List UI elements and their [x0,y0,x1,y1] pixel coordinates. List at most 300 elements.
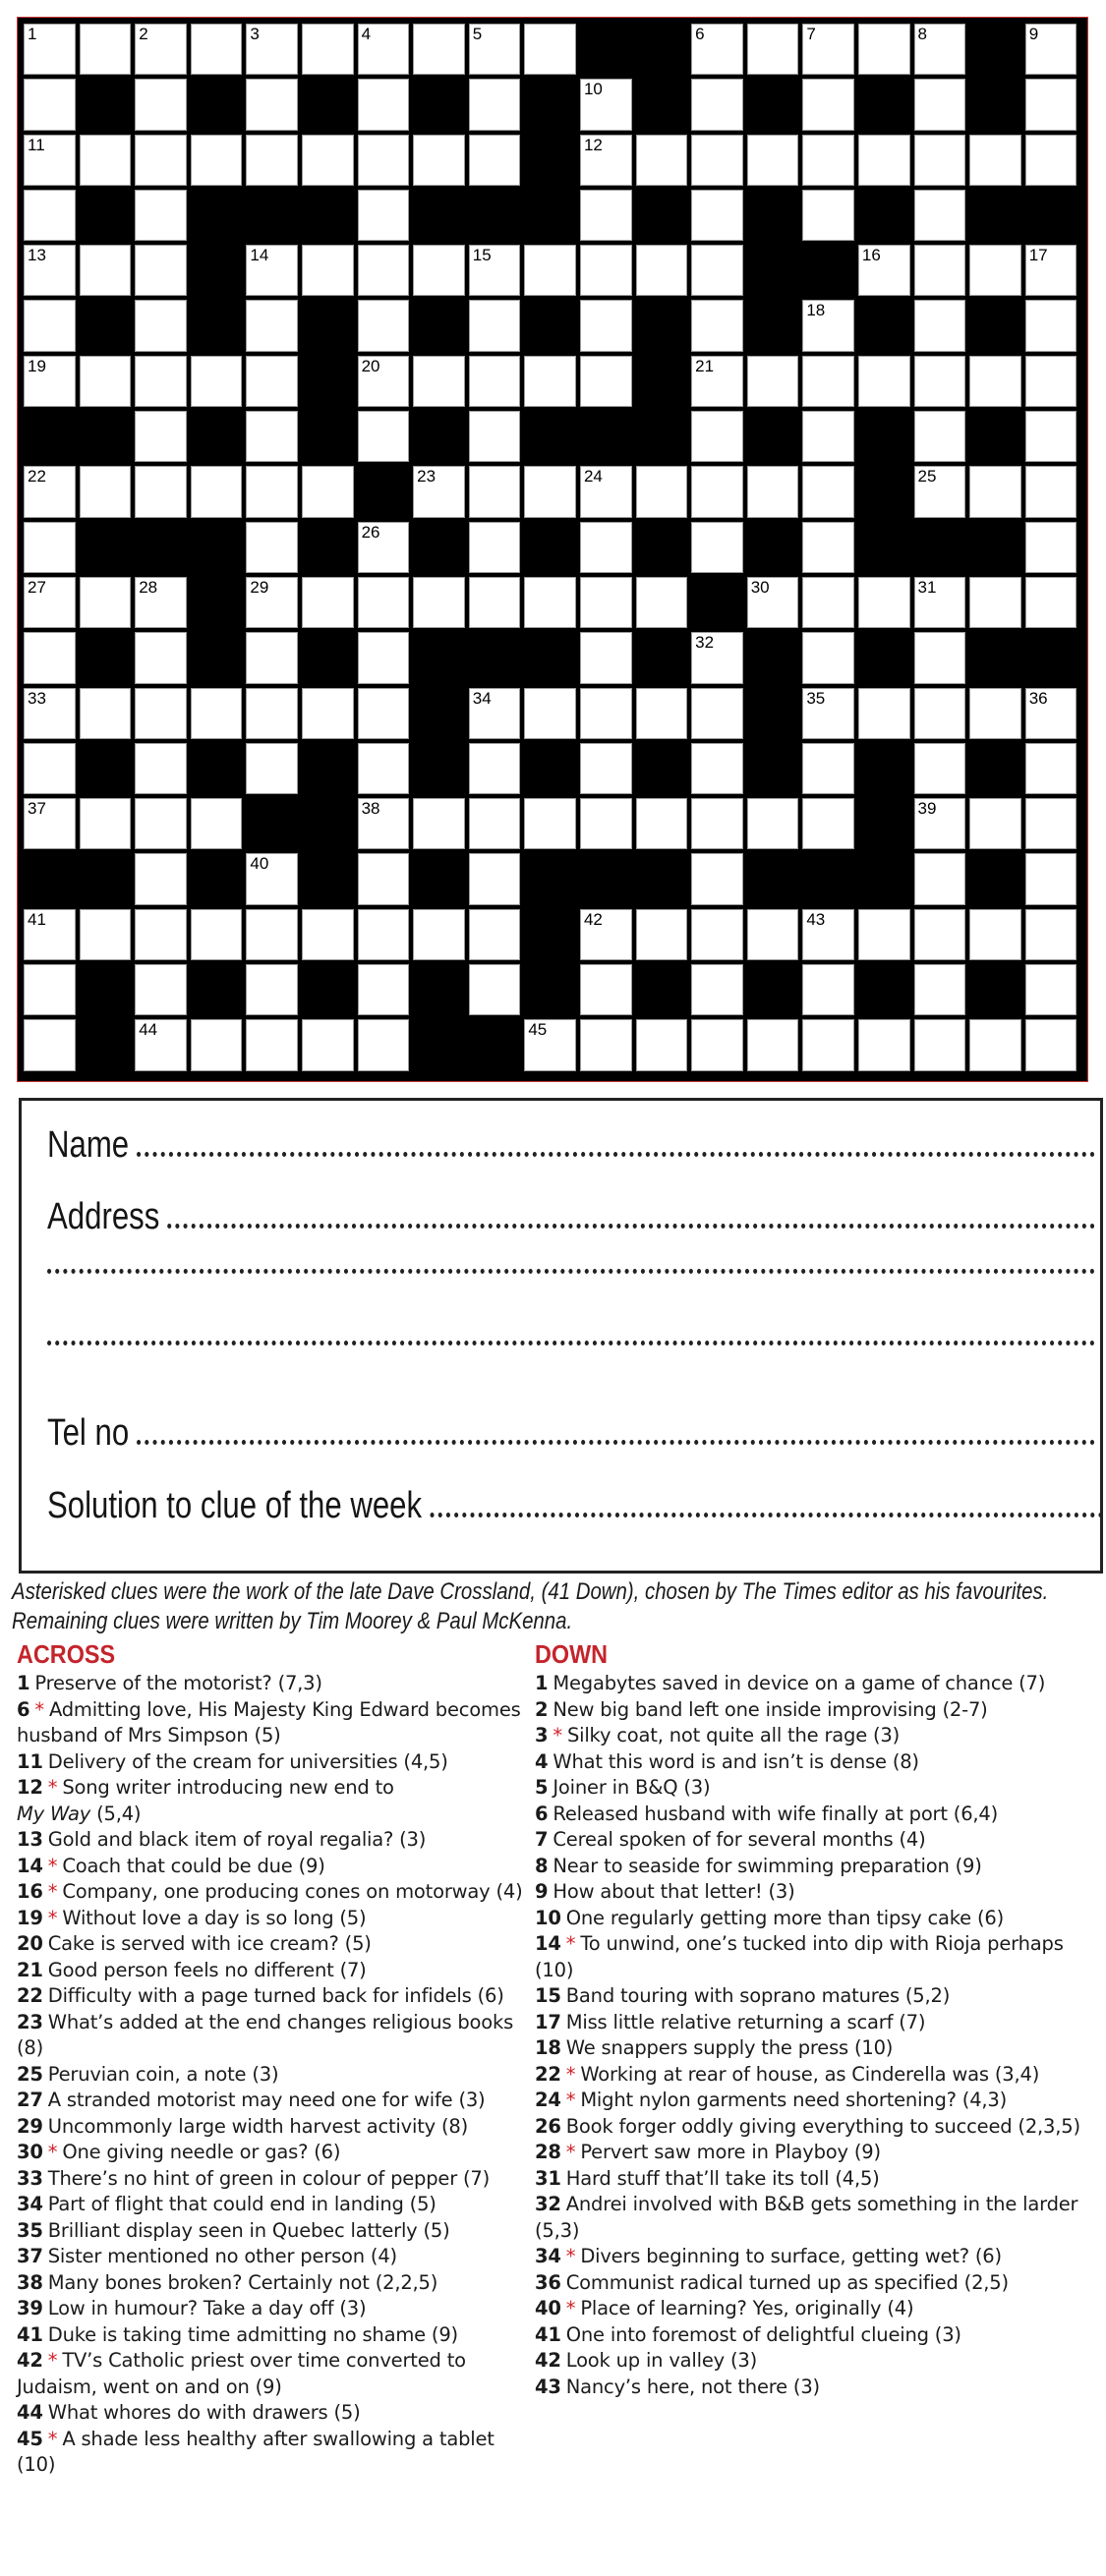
grid-cell[interactable] [469,24,521,75]
grid-cell[interactable] [580,577,632,628]
grid-cell[interactable] [1025,300,1077,351]
black-square [78,409,134,464]
clue-number: 19 [17,1906,43,1929]
grid-cell[interactable] [802,632,854,683]
across-clue-37 [17,2244,528,2270]
grid-cell[interactable] [524,24,576,75]
grid-cell[interactable] [80,24,132,75]
grid-cell[interactable] [802,688,854,739]
grid-cell[interactable] [469,688,521,739]
grid-cell[interactable] [246,577,298,628]
grid-cell[interactable] [24,79,76,130]
grid-cell[interactable] [135,356,187,407]
black-square [967,962,1023,1017]
grid-cell[interactable] [135,135,187,186]
grid-cell[interactable] [802,24,854,75]
grid-cell[interactable] [969,466,1021,517]
grid-cell[interactable] [914,853,966,904]
grid-cell[interactable] [80,466,132,517]
form-field-address-line[interactable] [47,1341,1095,1349]
dotted-input-line[interactable] [47,1341,1095,1345]
grid-cell[interactable] [24,190,76,241]
grid-cell[interactable] [135,300,187,351]
grid-cell[interactable] [191,798,243,849]
grid-cell[interactable] [747,135,799,186]
dotted-input-line[interactable] [168,1224,1095,1229]
grid-cell[interactable] [24,688,76,739]
grid-cell[interactable] [191,135,243,186]
grid-cell[interactable] [1025,245,1077,296]
grid-cell[interactable] [246,356,298,407]
grid-cell[interactable] [80,245,132,296]
grid-cell[interactable] [747,24,799,75]
grid-cell[interactable] [302,577,354,628]
grid-cell[interactable] [1025,466,1077,517]
grid-cell[interactable] [969,245,1021,296]
grid-cell[interactable] [802,300,854,351]
grid-cell[interactable] [246,909,298,960]
grid-cell[interactable] [914,466,966,517]
grid-cell[interactable] [24,909,76,960]
grid-cell[interactable] [691,24,743,75]
grid-cell[interactable] [858,356,910,407]
grid-cell[interactable] [636,135,688,186]
clue-number: 12 [583,135,603,154]
grid-cell[interactable] [914,356,966,407]
grid-cell[interactable] [1025,1019,1077,1070]
grid-cell[interactable] [858,24,910,75]
dotted-input-line[interactable] [47,1269,1095,1274]
grid-cell[interactable] [858,909,910,960]
grid-cell[interactable] [302,245,354,296]
grid-cell[interactable] [191,24,243,75]
clue-number: 25 [17,2062,43,2086]
grid-cell[interactable] [1025,577,1077,628]
grid-cell[interactable] [802,798,854,849]
grid-cell[interactable] [1025,79,1077,130]
grid-cell[interactable] [914,79,966,130]
grid-cell[interactable] [1025,24,1077,75]
grid-cell[interactable] [580,356,632,407]
grid-cell[interactable] [580,190,632,241]
grid-cell[interactable] [358,853,410,904]
clue-text: Cereal spoken of for several months (4) [553,1828,926,1851]
black-square [522,962,578,1017]
grid-cell[interactable] [691,466,743,517]
clue-number: 41 [535,2322,561,2346]
grid-cell[interactable] [858,1019,910,1070]
grid-cell[interactable] [246,853,298,904]
grid-cell[interactable] [858,688,910,739]
grid-cell[interactable] [691,522,743,573]
grid-cell[interactable] [969,1019,1021,1070]
grid-cell[interactable] [469,245,521,296]
grid-cell[interactable] [358,909,410,960]
down-clue-18 [535,2035,1100,2062]
grid-cell[interactable] [80,909,132,960]
grid-cell[interactable] [969,909,1021,960]
grid-cell[interactable] [358,522,410,573]
grid-cell[interactable] [580,688,632,739]
grid-cell[interactable] [191,1019,243,1070]
grid-cell[interactable] [469,798,521,849]
grid-cell[interactable] [691,245,743,296]
grid-cell[interactable] [524,688,576,739]
across-clue-25 [17,2062,528,2089]
grid-cell[interactable] [469,743,521,794]
grid-cell[interactable] [469,964,521,1015]
grid-cell[interactable] [524,798,576,849]
black-square [78,851,134,906]
grid-cell[interactable] [914,411,966,462]
grid-cell[interactable] [135,79,187,130]
clue-number: 13 [17,1828,43,1851]
grid-cell[interactable] [358,964,410,1015]
grid-cell[interactable] [413,909,465,960]
black-square [78,298,134,353]
grid-cell[interactable] [914,909,966,960]
grid-cell[interactable] [802,577,854,628]
grid-cell[interactable] [246,743,298,794]
grid-cell[interactable] [580,964,632,1015]
grid-cell[interactable] [580,1019,632,1070]
grid-cell[interactable] [1025,964,1077,1015]
grid-cell[interactable] [413,135,465,186]
grid-cell[interactable] [358,411,410,462]
grid-cell[interactable] [24,466,76,517]
grid-cell[interactable] [469,300,521,351]
grid-cell[interactable] [969,577,1021,628]
grid-cell[interactable] [135,1019,187,1070]
grid-cell[interactable] [358,798,410,849]
grid-cell[interactable] [802,135,854,186]
black-square [189,630,245,685]
form-field-address-line[interactable] [47,1269,1095,1278]
black-square [300,409,356,464]
clue-number: 45 [528,1020,548,1040]
grid-cell[interactable] [469,853,521,904]
grid-cell[interactable] [969,688,1021,739]
grid-cell[interactable] [524,577,576,628]
grid-cell[interactable] [358,190,410,241]
grid-cell[interactable] [302,688,354,739]
clue-number: 28 [535,2141,561,2163]
grid-cell[interactable] [802,356,854,407]
grid-cell[interactable] [914,688,966,739]
grid-cell[interactable] [358,688,410,739]
grid-cell[interactable] [358,79,410,130]
grid-cell[interactable] [747,909,799,960]
grid-cell[interactable] [413,24,465,75]
grid-cell[interactable] [914,632,966,683]
grid-cell[interactable] [524,356,576,407]
grid-cell[interactable] [636,1019,688,1070]
grid-cell[interactable] [358,24,410,75]
grid-cell[interactable] [358,356,410,407]
grid-cell[interactable] [302,24,354,75]
grid-cell[interactable] [246,1019,298,1070]
grid-cell[interactable] [1025,688,1077,739]
grid-cell[interactable] [135,743,187,794]
grid-cell[interactable] [636,688,688,739]
grid-cell[interactable] [135,190,187,241]
grid-cell[interactable] [24,356,76,407]
grid-cell[interactable] [135,24,187,75]
grid-cell[interactable] [302,1019,354,1070]
grid-cell[interactable] [246,688,298,739]
grid-cell[interactable] [691,190,743,241]
grid-cell[interactable] [1025,743,1077,794]
grid-cell[interactable] [80,798,132,849]
grid-cell[interactable] [802,466,854,517]
grid-cell[interactable] [802,79,854,130]
grid-cell[interactable] [802,1019,854,1070]
clue-text: Silky coat, not quite all the rage (3) [566,1724,901,1746]
form-field-solution-to-clue-of-the-week[interactable] [47,1485,1103,1527]
grid-cell[interactable] [413,466,465,517]
grid-cell[interactable] [469,909,521,960]
grid-cell[interactable] [413,245,465,296]
grid-cell[interactable] [24,964,76,1015]
grid-cell[interactable] [135,909,187,960]
grid-cell[interactable] [914,577,966,628]
clue-number: 16 [861,246,881,265]
grid-cell[interactable] [691,1019,743,1070]
grid-cell[interactable] [636,245,688,296]
grid-cell[interactable] [246,964,298,1015]
grid-cell[interactable] [802,522,854,573]
grid-cell[interactable] [80,577,132,628]
grid-cell[interactable] [636,577,688,628]
grid-cell[interactable] [580,798,632,849]
black-square [522,520,578,575]
grid-cell[interactable] [1025,522,1077,573]
grid-cell[interactable] [858,245,910,296]
grid-cell[interactable] [469,577,521,628]
grid-cell[interactable] [24,798,76,849]
grid-cell[interactable] [135,688,187,739]
grid-cell[interactable] [191,466,243,517]
grid-cell[interactable] [358,577,410,628]
grid-cell[interactable] [691,79,743,130]
grid-cell[interactable] [1025,135,1077,186]
grid-cell[interactable] [969,798,1021,849]
grid-cell[interactable] [24,632,76,683]
clue-number: 22 [17,1984,43,2007]
grid-cell[interactable] [135,964,187,1015]
grid-cell[interactable] [969,356,1021,407]
grid-cell[interactable] [135,632,187,683]
grid-cell[interactable] [691,688,743,739]
grid-cell[interactable] [1025,853,1077,904]
grid-cell[interactable] [580,522,632,573]
grid-cell[interactable] [580,743,632,794]
down-clue-32 [535,2192,1100,2244]
clue-number: 25 [917,467,937,487]
grid-cell[interactable] [524,466,576,517]
grid-cell[interactable] [858,577,910,628]
grid-cell[interactable] [24,577,76,628]
grid-cell[interactable] [802,743,854,794]
grid-cell[interactable] [24,743,76,794]
grid-cell[interactable] [691,743,743,794]
grid-cell[interactable] [747,356,799,407]
grid-cell[interactable] [580,245,632,296]
grid-cell[interactable] [135,466,187,517]
grid-cell[interactable] [636,909,688,960]
form-field-address[interactable] [47,1196,1095,1238]
grid-cell[interactable] [80,688,132,739]
black-square [634,409,690,464]
asterisk-icon: * [47,2427,58,2450]
clue-text: New big band left one inside improvising (2-7) [553,1697,988,1721]
grid-cell[interactable] [191,909,243,960]
grid-cell[interactable] [24,135,76,186]
grid-cell[interactable] [580,632,632,683]
down-clue-31 [535,2166,1100,2193]
grid-cell[interactable] [691,853,743,904]
grid-cell[interactable] [580,135,632,186]
dotted-input-line[interactable] [137,1440,1095,1445]
grid-cell[interactable] [24,522,76,573]
grid-cell[interactable] [246,300,298,351]
grid-cell[interactable] [914,798,966,849]
grid-cell[interactable] [246,245,298,296]
grid-cell[interactable] [524,245,576,296]
grid-cell[interactable] [914,743,966,794]
grid-cell[interactable] [358,1019,410,1070]
grid-cell[interactable] [191,356,243,407]
across-clue-22 [17,1983,528,2010]
grid-cell[interactable] [413,798,465,849]
across-heading: ACROSS [17,1639,116,1669]
grid-cell[interactable] [914,300,966,351]
clue-text: Difficulty with a page turned back for infidels (6) [47,1984,504,2007]
grid-cell[interactable] [24,245,76,296]
grid-cell[interactable] [302,466,354,517]
grid-cell[interactable] [747,577,799,628]
grid-cell[interactable] [580,909,632,960]
clue-number: 44 [17,2401,43,2424]
grid-cell[interactable] [469,356,521,407]
grid-cell[interactable] [691,632,743,683]
grid-cell[interactable] [358,632,410,683]
grid-cell[interactable] [691,798,743,849]
grid-cell[interactable] [914,135,966,186]
grid-cell[interactable] [580,466,632,517]
dotted-input-line[interactable] [430,1513,1103,1517]
grid-cell[interactable] [580,79,632,130]
grid-cell[interactable] [246,632,298,683]
grid-cell[interactable] [580,300,632,351]
grid-cell[interactable] [135,853,187,904]
clue-number: 18 [535,2036,561,2059]
form-field-name[interactable] [47,1124,1095,1167]
grid-cell[interactable] [24,300,76,351]
grid-cell[interactable] [802,964,854,1015]
grid-cell[interactable] [914,245,966,296]
grid-cell[interactable] [1025,356,1077,407]
clue-number: 6 [695,25,705,43]
grid-cell[interactable] [358,245,410,296]
grid-cell[interactable] [80,135,132,186]
grid-cell[interactable] [858,135,910,186]
grid-cell[interactable] [246,79,298,130]
grid-cell[interactable] [469,135,521,186]
grid-cell[interactable] [802,411,854,462]
grid-cell[interactable] [358,300,410,351]
clue-number: 40 [250,854,269,874]
grid-cell[interactable] [246,522,298,573]
grid-cell[interactable] [747,1019,799,1070]
grid-cell[interactable] [691,411,743,462]
grid-cell[interactable] [24,24,76,75]
clue-number: 3 [250,25,260,43]
grid-cell[interactable] [1025,909,1077,960]
grid-cell[interactable] [1025,411,1077,462]
grid-cell[interactable] [636,466,688,517]
grid-cell[interactable] [135,798,187,849]
grid-cell[interactable] [691,135,743,186]
grid-cell[interactable] [246,24,298,75]
grid-cell[interactable] [358,135,410,186]
grid-cell[interactable] [691,909,743,960]
grid-cell[interactable] [469,466,521,517]
grid-cell[interactable] [469,522,521,573]
form-field-tel-no[interactable] [47,1412,1095,1455]
grid-cell[interactable] [135,411,187,462]
grid-cell[interactable] [469,411,521,462]
clue-number: 10 [535,1906,561,1929]
grid-cell[interactable] [246,411,298,462]
grid-cell[interactable] [246,135,298,186]
grid-cell[interactable] [691,356,743,407]
grid-cell[interactable] [413,577,465,628]
grid-cell[interactable] [302,909,354,960]
grid-cell[interactable] [302,135,354,186]
grid-cell[interactable] [80,356,132,407]
grid-cell[interactable] [413,356,465,407]
dotted-input-line[interactable] [137,1152,1095,1157]
grid-cell[interactable] [691,964,743,1015]
black-square [411,741,467,796]
grid-cell[interactable] [636,798,688,849]
black-square [634,851,690,906]
grid-cell[interactable] [802,909,854,960]
grid-cell[interactable] [191,688,243,739]
grid-cell[interactable] [747,466,799,517]
grid-cell[interactable] [914,1019,966,1070]
grid-cell[interactable] [135,577,187,628]
grid-cell[interactable] [246,466,298,517]
grid-cell[interactable] [914,190,966,241]
grid-cell[interactable] [24,1019,76,1070]
grid-cell[interactable] [469,79,521,130]
grid-cell[interactable] [524,1019,576,1070]
grid-cell[interactable] [969,135,1021,186]
grid-cell[interactable] [914,964,966,1015]
clue-number: 19 [28,356,46,375]
black-square [78,741,134,796]
black-square [411,409,467,464]
grid-cell[interactable] [135,245,187,296]
grid-cell[interactable] [802,190,854,241]
grid-cell[interactable] [747,798,799,849]
grid-cell[interactable] [691,300,743,351]
grid-cell[interactable] [358,743,410,794]
grid-cell[interactable] [1025,798,1077,849]
grid-cell[interactable] [914,24,966,75]
